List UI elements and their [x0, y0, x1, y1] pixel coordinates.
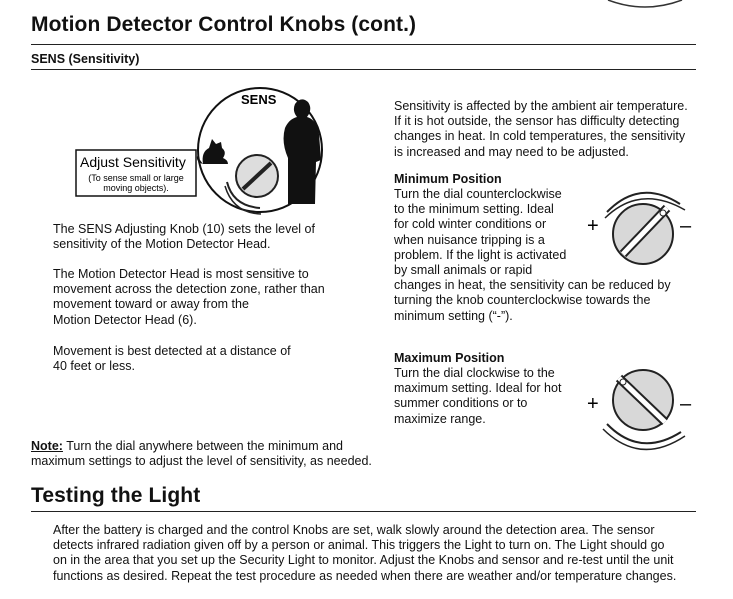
minimum-knob-diagram	[585, 182, 700, 282]
subtitle-rule	[31, 69, 696, 70]
section-subtitle: SENS (Sensitivity)	[31, 52, 140, 66]
plus-symbol: +	[587, 393, 599, 415]
sens-knob-paragraph: The SENS Adjusting Knob (10) sets the level of sensitivity of the Motion Detector Head.	[53, 222, 315, 252]
temperature-paragraph: Sensitivity is affected by the ambient air temperature. If it is hot outside, the sensor has difficulty detecting changes in heat. In cold temperatures, the sensitivity is increased and may need to be adjusted.	[394, 99, 688, 159]
partial-dial-arc-top	[600, 0, 690, 12]
title-rule	[31, 44, 696, 45]
minimum-position-title: Minimum Position	[394, 172, 502, 186]
sens-dial-label: SENS	[241, 92, 277, 107]
callout-title: Adjust Sensitivity	[80, 154, 186, 170]
minimum-position-text: Turn the dial counterclockwise to the minimum setting. Ideal for cold winter conditions or when nuisance tripping is a problem. If the light is activated by small animals or rapid changes in heat, the sensitivity can be reduced by turning the knob counterclockwise towards the minimum setting (“-”).	[394, 187, 671, 323]
maximum-knob-diagram	[585, 354, 700, 454]
maximum-position-text: Turn the dial clockwise to the maximum setting. Ideal for hot summer conditions or to maximize range.	[394, 366, 562, 426]
plus-symbol: +	[587, 215, 599, 237]
callout-note-line2: moving objects).	[103, 183, 169, 193]
page-title: Motion Detector Control Knobs (cont.)	[31, 13, 417, 36]
detection-distance-paragraph: Movement is best detected at a distance of 40 feet or less.	[53, 344, 291, 374]
detector-sensitivity-paragraph: The Motion Detector Head is most sensitive to movement across the detection zone, rather than movement toward or away from the Motion Detector Head (6).	[53, 267, 325, 327]
testing-heading: Testing the Light	[31, 484, 201, 507]
sens-knob-illustration	[75, 86, 325, 216]
minus-symbol: –	[680, 393, 692, 415]
testing-rule	[31, 511, 696, 512]
note-label: Note:	[31, 439, 63, 453]
note-paragraph: Note: Turn the dial anywhere between the minimum and maximum settings to adjust the level of sensitivity, as needed.	[31, 439, 372, 469]
minus-symbol: –	[680, 215, 692, 237]
maximum-position-title: Maximum Position	[394, 351, 505, 365]
callout-note-line1: (To sense small or large	[88, 173, 184, 183]
testing-paragraph: After the battery is charged and the control Knobs are set, walk slowly around the detection area. The sensor detects infrared radiation given off by a person or animal. This triggers the Light to turn on. The Light should go on in the area that you set up the Security Light to monitor. Adjust the Knobs and sensor and re-test until the unit functions as desired. Repeat the test procedure as needed when there are weather and/or temperature changes.	[53, 523, 677, 583]
